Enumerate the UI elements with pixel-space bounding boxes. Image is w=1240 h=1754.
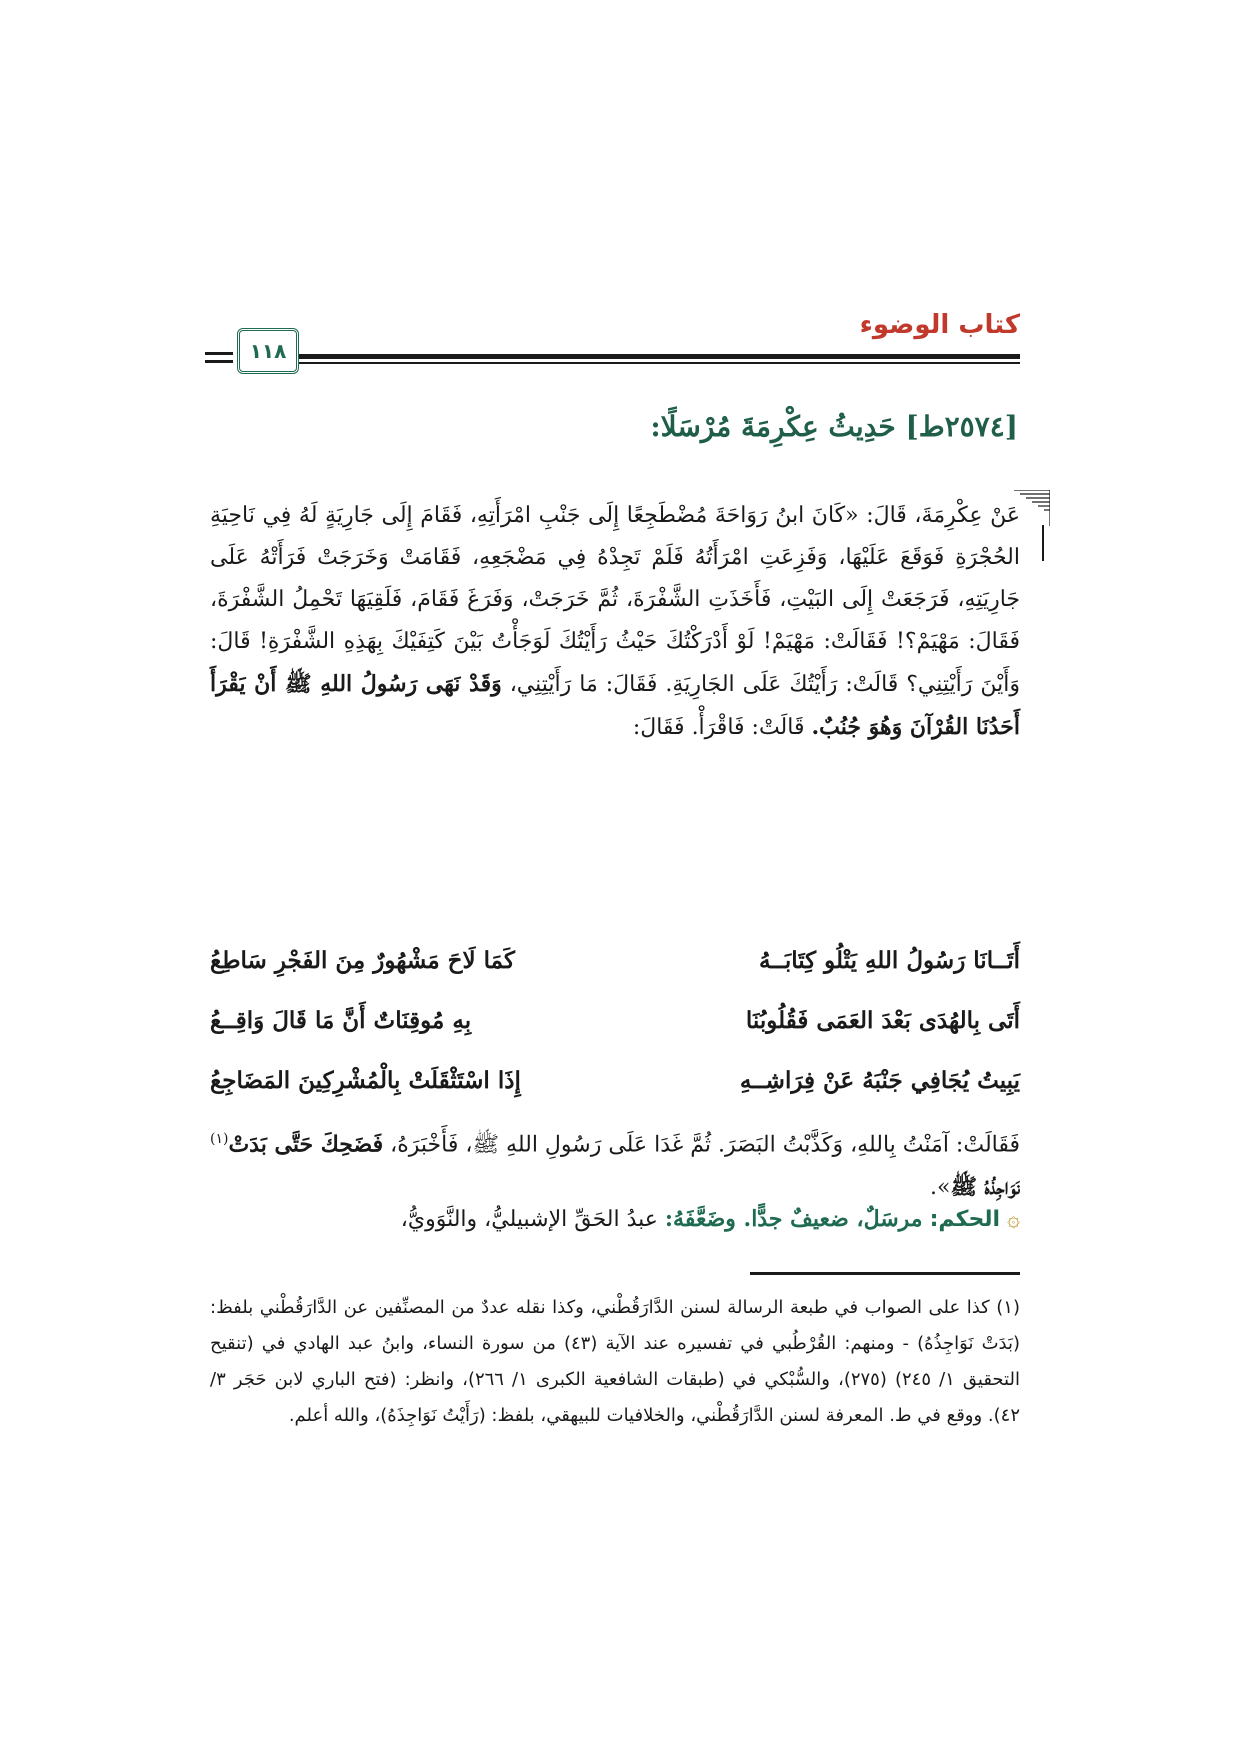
ruling-label: الحكم: [929,1207,1001,1232]
header-rule-thin [275,362,1020,364]
corner-ornament-icon [1014,490,1050,526]
header-rule-thick [275,354,1020,359]
poem-block [210,930,1020,1110]
hadith-text: عَنْ عِكْرِمَةَ، قَالَ: «كَانَ ابنُ رَوَاحَةَ مُضْطَجِعًا إِلَى جَنْبِ امْرَأَتِهِ، فَقَامَ إِلَى جَارِيَةٍ لَهُ فِي نَاحِيَةِ الحُجْرَةِ فَوَقَعَ عَلَيْهَا، وَفَزِعَتِ امْرَأَتُهُ فَلَمْ تَجِدْهُ فِي مَضْجَعِهِ، فَقَامَتْ وَخَرَجَتْ فَرَأَتْهُ عَلَى جَارِيَتِهِ، فَرَجَعَتْ إِلَى البَيْتِ، فَأَخَذَتِ الشَّفْرَةَ، ثُمَّ خَرَجَتْ، وَفَرَغَ فَقَامَ، فَلَقِيَهَا تَحْمِلُ الشَّفْرَةَ، فَقَالَ: مَهْيَمْ؟! فَقَالَتْ: مَهْيَمْ! لَوْ أَدْرَكْتُكَ حَيْثُ رَأَيْتُكَ لَوَجَأْتُ بَيْنَ كَتِفَيْكَ بِهَذِهِ الشَّفْرَةِ! قَالَ: وَأَيْنَ رَأَيْتِنِي؟ قَالَتْ: رَأَيْتُكَ عَلَى الجَارِيَةِ. فَقَالَ: مَا رَأَيْتِنِي، [210,503,1020,697]
ruling-verdict: مرسَلٌ، ضعيفٌ جدًّا. وضَعَّفَهُ: [664,1206,923,1232]
verse-first-hemistich: أَتَــانَا رَسُولُ اللهِ يَتْلُو كِتَابَــهُ [759,946,1020,974]
corner-ornament-line [1042,525,1044,561]
ending-bold-end: نَوَاجِذُهُ ﷺ [950,1174,1020,1201]
header-rule-left [205,352,233,355]
verse-first-hemistich: أَتَى بِالهُدَى بَعْدَ العَمَى فَقُلُوبُنَا [745,1006,1020,1034]
page-number-badge [237,328,299,374]
footnote-divider [750,1272,1020,1275]
footnote-block [210,1290,1020,1434]
verse-second-hemistich: إِذَا اسْتَثْقَلَتْ بِالْمُشْرِكِينَ المَضَاجِعُ [210,1066,521,1094]
hadith-text-end: قَالَتْ: فَاقْرَأْ. فَقَالَ: [632,715,805,740]
ending-bold-text: فَضَحِكَ حَتَّى بَدَتْ [228,1131,384,1158]
hadith-paragraph [210,495,1020,749]
ornament-icon: ۞ [1007,1207,1020,1232]
ending-text: فَقَالَتْ: آمَنْتُ بِاللهِ، وَكَذَّبْتُ البَصَرَ. ثُمَّ غَدَا عَلَى رَسُولِ اللهِ ﷺ، فَأَخْبَرَهُ، [390,1132,1020,1158]
footnote-ref[interactable]: (١) [210,1131,229,1147]
ruling-text: عبدُ الحَقِّ الإشبيليُّ، والنَّوَويُّ، [400,1207,658,1232]
ending-paragraph [210,1118,1020,1209]
verse-row [210,1050,1020,1110]
hadith-text-block [210,495,1020,749]
verse-second-hemistich: كَمَا لَاحَ مَشْهُورٌ مِنَ الفَجْرِ سَاطِعُ [210,946,515,974]
section-title: [٢٥٧٤ط] حَدِيثُ عِكْرِمَةَ مُرْسَلًا: [650,410,1018,443]
book-title: كتاب الوضوء [859,310,1020,340]
verse-second-hemistich: بِهِ مُوقِنَاتٌ أَنَّ مَا قَالَ وَاقِــعُ [210,1006,472,1034]
verse-row [210,930,1020,990]
footnote-text: (١) كذا على الصواب في طبعة الرسالة لسنن الدَّارَقُطْني، وكذا نقله عددٌ من المصنِّفين عن الدَّارَقُطْني بلفظ: (بَدَتْ نَوَاجِذُهُ) - ومنهم: القُرْطُبي في تفسيره عند الآية (٤٣) من سورة النساء، وابنُ عبد الهادي في (تنقيح التحقيق ١/ ٢٤٥) (٢٧٥)، والسُّبْكي في (طبقات الشافعية الكبرى ١/ ٢٦٦)، وانظر: (فتح الباري لابن حَجَر ٣/ ٤٢). ووقع في ط. المعرفة لسنن الدَّارَقُطْني، والخلافيات للبيهقي، بلفظ: (رَأَيْتُ نَوَاجِذَهُ)، والله أعلم. [210,1297,1020,1426]
hadith-ending-block [210,1118,1020,1209]
running-header [205,310,1020,363]
verse-row [210,990,1020,1050]
page-number: ١١٨ [249,339,287,363]
header-rule-left-2 [205,360,233,363]
ruling-line [210,1198,1020,1241]
quote-close: ». [929,1175,951,1201]
verse-first-hemistich: يَبِيتُ يُجَافِي جَنْبَهُ عَنْ فِرَاشِــهِ [739,1066,1020,1094]
hadith-bold-text: وَقَدْ نَهَى رَسُولُ اللهِ ﷺ أَنْ يَقْرَأَ أَحَدُنَا القُرْآنَ وَهُوَ جُنُبٌ. [210,671,1020,740]
